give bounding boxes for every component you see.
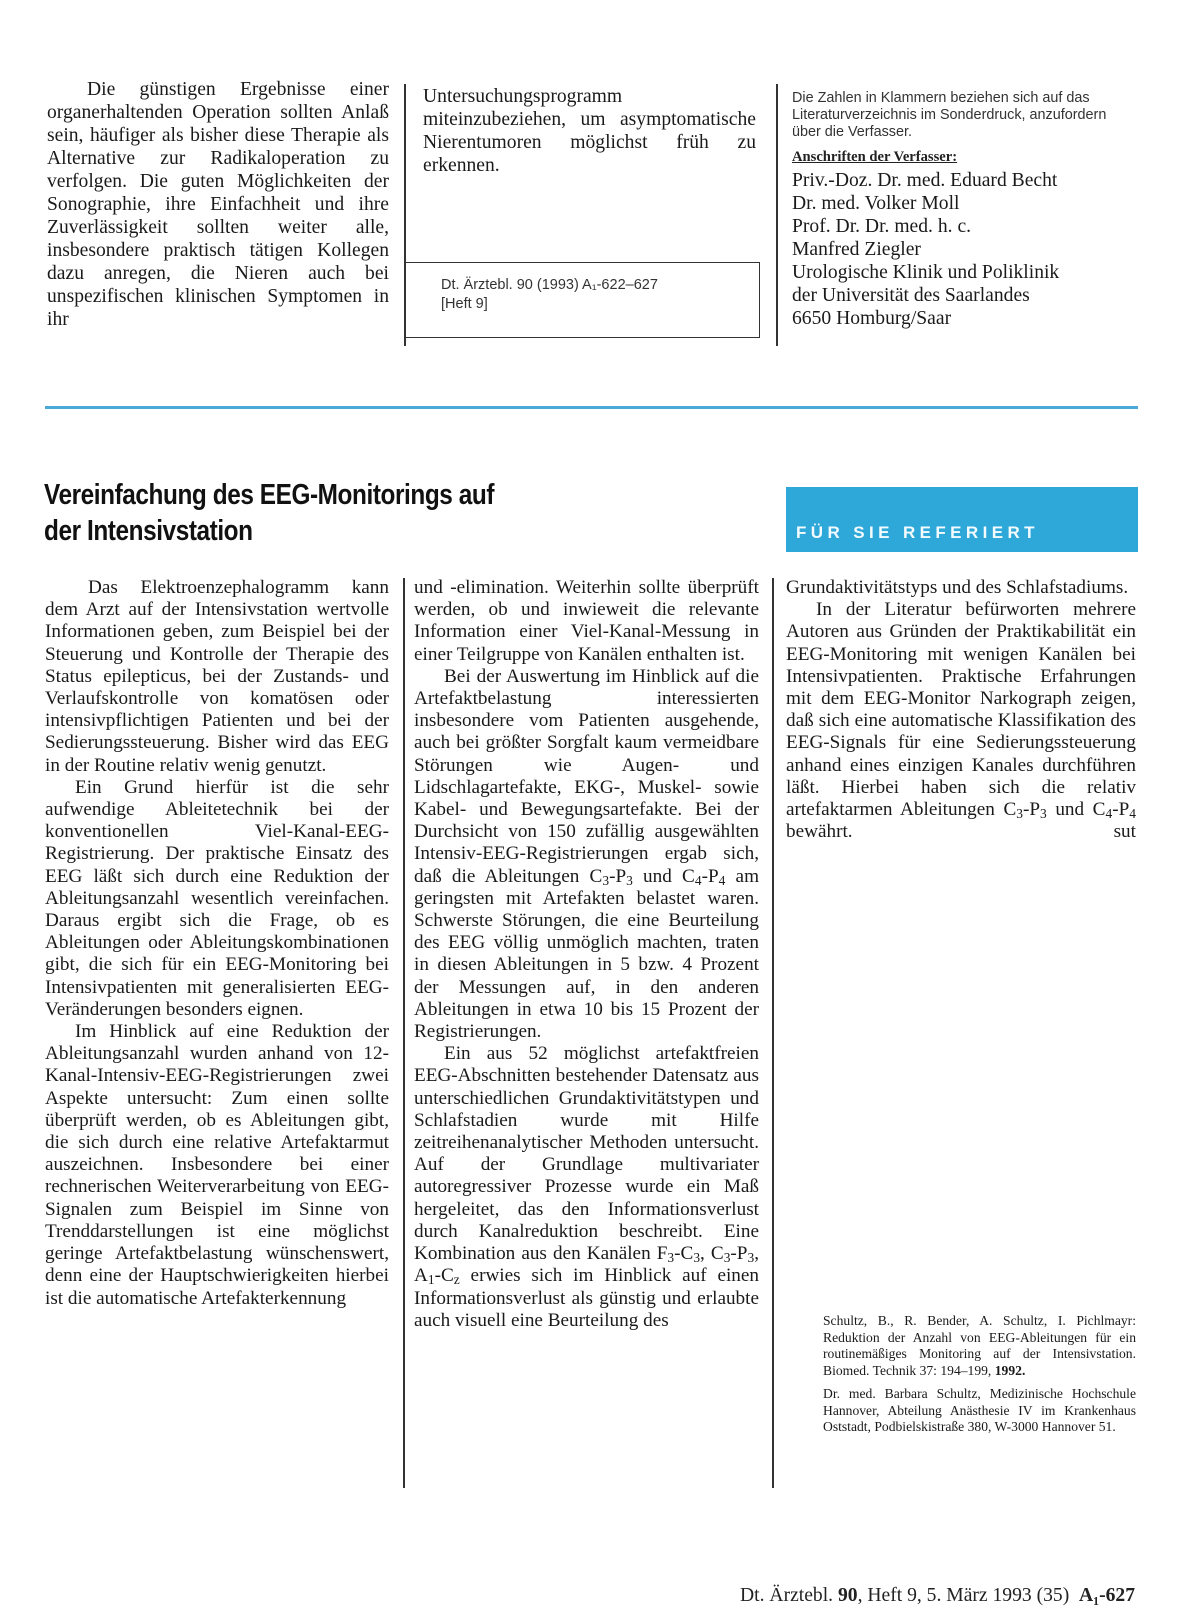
page-number: A₁-627 [1079,1585,1135,1606]
article-column-3 [786,577,1136,843]
article-column-1 [45,577,389,1310]
reference-block [823,1313,1136,1443]
address-heading: Anschriften der Verfasser: [792,149,958,165]
previous-article-column-1 [47,78,389,331]
address-line: Priv.-Doz. Dr. med. Eduard Becht [792,170,1058,191]
article-paragraph: Im Hinblick auf eine Reduktion der Ableitungsanzahl wurden anhand von 12-Kanal-Intensiv-EEG-Registrierungen zwei Aspekte untersucht: Zum einen sollte überprüft werden, ob es Ableitungen gibt, die sich durch eine relative Artefaktarmut auszeichnen. Insbesondere bei einer rechnerischen Weiterverarbeitung von EEG-Signalen zum Beispiel im Sinne von Trenddarstellungen ist eine möglichst geringe Artefaktbelastung wünschenswert, denn eine der Hauptschwierigkeiten hierbei ist die automatische Artefakterkennung [45,1021,389,1309]
article-text: am geringsten mit Artefakten belastet waren. Schwerste Störungen, die eine Beurteilung des EEG völlig unmöglich machten, traten in diesen Ableitungen in 5 bzw. 4 Prozent der Messungen auf, in den anderen Ableitungen in etwa 10 bis 15 Prozent der Registrierungen. [414,865,759,1043]
article-text: Bei der Auswertung im Hinblick auf die Artefaktbelastung interessierten insbesondere vom Patienten ausgehende, auch bei größter Sorgfalt kaum vermeidbare Störungen wie Augen- und Lidschlagartefakte, EKG-, Muskel- sowie Kabel- und Bewegungsartefakte. Bei der Durchsicht von 150 zufällig ausgewählten Intensiv-EEG-Registrierungen ergab sich, daß die Ableitungen [414,665,759,887]
article-paragraph: Grundaktivitätstyps und des Schlafstadiums. [786,577,1129,598]
address-line: der Universität des Saarlandes [792,285,1030,306]
citation-line-1: Dt. Ärztebl. 90 (1993) A₁-622–627 [441,277,658,293]
article-text: erwies sich im Hinblick auf einen Informationsverlust als günstig und erlaubte auch visuell eine Beurteilung des [414,1265,759,1331]
article-text: bewährt. [786,821,853,843]
address-block [792,169,1135,330]
column-divider [776,84,778,346]
article-paragraph: Ein Grund hierfür ist die sehr aufwendige Ableitetechnik bei der konventionellen Viel-Kanal-EEG-Registrierung. Der praktische Einsatz des EEG läßt sich durch eine Reduktion der Ableitungsanzahl wesentlich vereinfachen. Daraus ergibt sich die Frage, ob es Ableitungen oder Ableitungskombinationen gibt, die sich für ein EEG-Monitoring bei Intensivpatienten mit generalisierten EEG-Veränderungen besonders eignen. [45,776,389,1020]
citation-line-2: [Heft 9] [441,296,488,312]
footer-volume: 90 [837,1585,858,1606]
article-title [44,477,649,549]
article-text: In der Literatur befürworten mehrere Autoren aus Gründen der Praktikabilität ein EEG-Monitoring mit wenigen Kanälen bei Intensivpatienten. Praktische Erfahrungen mit dem EEG-Monitor Narkograph zeigen, daß sich eine automatische Klassifikation des EEG-Signals für eine Sedierungssteuerung anhand eines einzigen Kanales durchführen läßt. Hierbei haben sich die relativ artefaktarmen Ableitungen [786,599,1136,821]
footer-issue: , Heft 9, 5. März 1993 (35) [857,1585,1070,1606]
article-title-line-2: der Intensivstation [44,515,253,547]
previous-article-text-end: Untersuchungsprogramm miteinzubeziehen, um asymptomatische Nierentumoren möglichst früh zu erkennen. [423,86,756,176]
reference-note: Die Zahlen in Klammern beziehen sich auf das Literaturverzeichnis im Sonderdruck, anzufordern über die Verfasser. [792,90,1107,140]
article-paragraph: In der Literatur befürworten mehrere Autoren aus Gründen der Praktikabilität ein EEG-Monitoring mit wenigen Kanälen bei Intensivpatienten. Praktische Erfahrungen mit dem EEG-Monitor Narkograph zeigen, daß sich eine automatische Klassifikation des EEG-Signals für eine Sedierungssteuerung anhand eines einzigen Kanales durchführen läßt. Hierbei haben sich die relativ artefaktarmen Ableitungen $C_3-P_3$ und $C_4-P_4$ bewährt. sut [786,599,1136,843]
previous-article-column-3 [792,90,1135,330]
section-divider-rule [45,406,1138,409]
section-banner [786,487,1138,552]
reference-year: 1992. [994,1362,1026,1378]
article-paragraph: Bei der Auswertung im Hinblick auf die Artefaktbelastung interessierten insbesondere vom Patienten ausgehende, auch bei größter Sorgfalt kaum vermeidbare Störungen wie Augen- und Lidschlagartefakte, EKG-, Muskel- sowie Kabel- und Bewegungsartefakte. Bei der Durchsicht von 150 zufällig ausgewählten Intensiv-EEG-Registrierungen ergab sich, daß die Ableitungen $C_3-P_3$ und $C_4-P_4$ am geringsten mit Artefakten belastet waren. Schwerste Störungen, die eine Beurteilung des EEG völlig unmöglich machten, traten in diesen Ableitungen in 5 bzw. 4 Prozent der Messungen auf, in den anderen Ableitungen in etwa 10 bis 15 Prozent der Registrierungen. [414,665,759,1043]
address-line: 6650 Homburg/Saar [792,308,952,329]
page-footer [665,1585,1135,1607]
article-text: Ein aus 52 möglichst artefaktfreien EEG-Abschnitten bestehender Datensatz aus unterschiedlichen Grundaktivitätstypen und Schlafstadien wurde mit Hilfe zeitreihenanalytischer Methoden untersucht. Auf der Grundlage multivariater autoregressiver Prozesse wurde ein Maß hergeleitet, das den Informationsverlust durch Kanalreduktion beschreibt. Eine Kombination aus den Kanälen [414,1043,759,1265]
article-paragraph: Ein aus 52 möglichst artefaktfreien EEG-Abschnitten bestehender Datensatz aus unterschiedlichen Grundaktivitätstypen und Schlafstadien wurde mit Hilfe zeitreihenanalytischer Methoden untersucht. Auf der Grundlage multivariater autoregressiver Prozesse wurde ein Maß hergeleitet, das den Informationsverlust durch Kanalreduktion beschreibt. Eine Kombination aus den Kanälen $F_3-C_3$, $C_3-P_3$, $A_1-C_z$ erwies sich im Hinblick auf einen Informationsverlust als günstig und erlaubte auch visuell eine Beurteilung des [414,1043,759,1331]
footer-journal: Dt. Ärztebl. [740,1585,834,1606]
address-line: Prof. Dr. Dr. med. h. c. [792,216,972,237]
reference-text: Schultz, B., R. Bender, A. Schultz, I. Pichlmayr: Reduktion der Anzahl von EEG-Ableitungen für ein routinemäßiges Monitoring auf der Intensivstation. Biomed. Technik 37: 194–199, [823,1313,1136,1378]
section-banner-label: FÜR SIE REFERIERT [796,523,1039,542]
article-column-2 [414,577,759,1332]
correspondence-address: Dr. med. Barbara Schultz, Medizinische Hochschule Hannover, Abteilung Anästhesie IV im Krankenhaus Oststadt, Podbielskistraße 380, W-3000 Hannover 51. [823,1386,1136,1434]
column-divider [403,578,405,1488]
reference-citation [823,1313,1136,1379]
article-paragraph: Das Elektroenzephalogramm kann dem Arzt auf der Intensivstation wertvolle Informationen geben, zum Beispiel bei der Steuerung und Kontrolle der Therapie des Status epilepticus, bei der Zustands- und Verlaufskontrolle von komatösen oder intensivpflichtigen Patienten und bei der Sedierungssteuerung. Bisher wird das EEG in der Routine relativ wenig genutzt. [45,577,389,776]
previous-article-column-2 [423,85,756,177]
address-line: Urologische Klinik und Poliklinik [792,262,1060,283]
address-line: Manfred Ziegler [792,239,921,260]
article-title-line-1: Vereinfachung des EEG-Monitorings auf [44,479,495,511]
address-line: Dr. med. Volker Moll [792,193,960,214]
previous-article-text: Die günstigen Ergebnisse einer organerhaltenden Operation sollten Anlaß sein, häufiger als bisher diese Therapie als Alternative zur Radikaloperation zu verfolgen. Die guten Möglichkeiten der Sonographie, ihre Einfachheit und ihre Zuverlässigkeit sollten weiter alle, insbesondere praktisch tätigen Kollegen dazu anregen, die Nieren auch bei unspezifischen klinischen Symptomen in ihr [47,79,389,330]
article-paragraph: und -elimination. Weiterhin sollte überprüft werden, ob und inwieweit die relevante Information einer Viel-Kanal-Messung in einer Teilgruppe von Kanälen enthalten ist. [414,577,759,665]
author-signature: sut [1113,821,1136,843]
column-divider [772,578,774,1488]
citation-box [404,262,760,338]
